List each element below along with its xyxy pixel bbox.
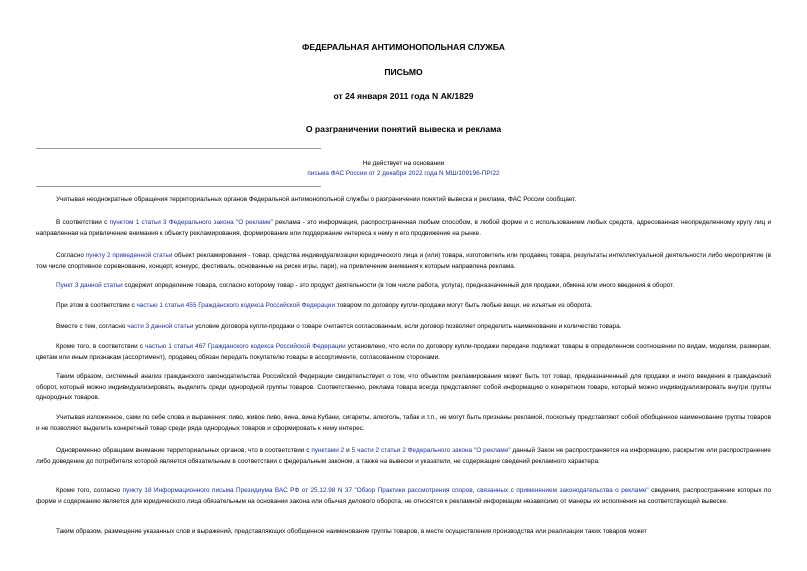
paragraph bbox=[36, 527, 771, 538]
document-link[interactable]: пункту 2 приведенной статьи bbox=[85, 252, 173, 259]
paragraph-text: Таким образом, размещение указанных слов и выражений, представляющих обобщенное наименование группы товаров, в месте осуществления производства или реализации таких товаров может bbox=[56, 528, 647, 535]
paragraph-text: содержит определение товара, согласно которому товар - это продукт деятельности (в том числе работа, услуга), предназначенный для продажи, обмена или иного введения в оборот. bbox=[122, 282, 675, 289]
paragraph-text: Кроме того, согласно bbox=[56, 487, 123, 494]
document-link[interactable]: пунктом 1 статьи 3 Федерального закона "О рекламе" bbox=[109, 219, 273, 226]
paragraph bbox=[36, 218, 771, 239]
paragraph-text: При этом в соответствии с bbox=[56, 302, 137, 309]
paragraph-text: реклама - это информация, распространенная любым способом, в любой форме и с использованием любых средств, адресованная неопределенному кругу лиц и направленная на привлечение внимания к объекту рекламирования, формирование или поддержание интереса к нему и его продвижение на рынке. bbox=[36, 219, 772, 237]
paragraph-text: и bbox=[344, 447, 352, 454]
document-link[interactable]: частью 1 статьи 467 Гражданского кодекса Российской Федерации bbox=[145, 343, 346, 350]
document-date: от 24 января 2011 года N АК/1829 bbox=[333, 91, 474, 101]
paragraph bbox=[36, 446, 771, 467]
paragraph-text: сведения, распространение которых по форме и содержанию является для юридического лица обязательным на основании закона или обычая делового оборота, не относятся к рекламной информации независимо от манеры их исполнения на соответствующей вывеске. bbox=[36, 487, 771, 505]
paragraph bbox=[36, 486, 771, 507]
document-subject: О разграничении понятий вывеска и реклама bbox=[305, 124, 502, 134]
paragraph-text: Учитывая изложенное, сами по себе слова и выражения: пиво, живое пиво, вина, вина Кубани, сигареты, алкоголь, табак и т.п., не могут быть признаны рекламой, поскольку представляют собой обобщенное наименование группы товаров и не позволяют выделить конкретный товар среди ряда однородных товаров и сформировать к нему интерес. bbox=[36, 414, 771, 432]
paragraph bbox=[36, 251, 771, 272]
document-link[interactable]: частью 1 статьи 455 Гражданского кодекса Российской Федерации bbox=[136, 302, 336, 309]
paragraph-text: Одновременно обращаем внимание территориальных органов, что в соответствии с bbox=[56, 447, 312, 454]
document-link[interactable]: 5 части 2 статьи 2 Федерального закона "О рекламе" bbox=[351, 447, 511, 454]
paragraph bbox=[36, 281, 771, 292]
document-link[interactable]: пунктами 2 bbox=[311, 447, 345, 454]
status-notice-link[interactable]: письма ФАС России от 2 декабря 2022 года N МШ/109196-ПР/22 bbox=[307, 170, 500, 177]
paragraph bbox=[36, 413, 771, 434]
paragraph bbox=[36, 322, 771, 333]
paragraph-text: Вместе с тем, согласно bbox=[56, 323, 128, 330]
paragraph-text: установлено, что если по договору купли-продажи передаче подлежат товары в определенном соотношении по видам, моделям, размерам, цветам или иным признакам (ассортимент), продавец обязан передать покупателю товары в ассортименте, согласованном сторонами. bbox=[36, 343, 772, 361]
paragraph bbox=[36, 195, 771, 206]
paragraph-text: объект рекламирования - товар, средства индивидуализации юридического лица и (или) товара, изготовитель или продавец товара, результаты интеллектуальной деятельности либо мероприятие (в том числе спортивное соревнование, концерт, конкурс, фестиваль, основанные на риске игры, пари), на привлечение внимания к которым направлена реклама. bbox=[36, 252, 771, 270]
paragraph bbox=[36, 301, 771, 312]
paragraph-text: В соответствии с bbox=[56, 219, 110, 226]
divider-top bbox=[36, 148, 321, 149]
divider-bottom bbox=[36, 186, 321, 187]
agency-title: ФЕДЕРАЛЬНАЯ АНТИМОНОПОЛЬНАЯ СЛУЖБА bbox=[302, 42, 505, 52]
paragraph-text: данный Закон не распространяется на информацию, раскрытие или распространение либо доведение до потребителя которой является обязательным в соответствии с федеральным законом, а также на вывески и указатели, не содержащие сведений рекламного характера. bbox=[36, 447, 771, 465]
paragraph-text: Таким образом, системный анализ гражданского законодательства Российской Федерации свидетельствует о том, что объектом рекламирования может быть тот товар, предназначенный для продажи и иного введения в гражданский оборот, который можно индивидуализировать, выделить среди однородной группы товаров. Соответственно, реклама товара всегда представляет собой информацию о конкретном товаре, который можно индивидуализировать внутри группы однородных товаров. bbox=[36, 373, 771, 401]
document-link[interactable]: Пункт 3 данной статьи bbox=[56, 282, 123, 289]
status-notice bbox=[0, 169, 807, 179]
paragraph-text: товаром по договору купли-продажи могут быть любые вещи, не изъятые из оборота. bbox=[335, 302, 593, 309]
paragraph-text: Согласно bbox=[56, 252, 86, 259]
document-type: ПИСЬМО bbox=[384, 67, 423, 77]
paragraph-text: Учитывая неоднократные обращения территориальных органов Федеральной антимонопольной службы о разграничении понятий вывеска и реклама, ФАС России сообщает. bbox=[56, 196, 577, 203]
paragraph-text: условие договора купли-продажи о товаре считается согласованным, если договор позволяет определить наименование и количество товара. bbox=[193, 323, 622, 330]
paragraph bbox=[36, 342, 771, 363]
paragraph bbox=[36, 372, 771, 404]
document-link[interactable]: части 3 данной статьи bbox=[127, 323, 194, 330]
document-link[interactable]: пункту 18 Информационного письма Президиума ВАС РФ от 25.12.98 N 37 "Обзор Практики рассмотрения споров, связанных с применением законодательства о рекламе" bbox=[122, 487, 649, 494]
paragraph-text: Кроме того, в соответствии с bbox=[56, 343, 145, 350]
status-notice-text: Не действует на основании bbox=[362, 160, 445, 167]
